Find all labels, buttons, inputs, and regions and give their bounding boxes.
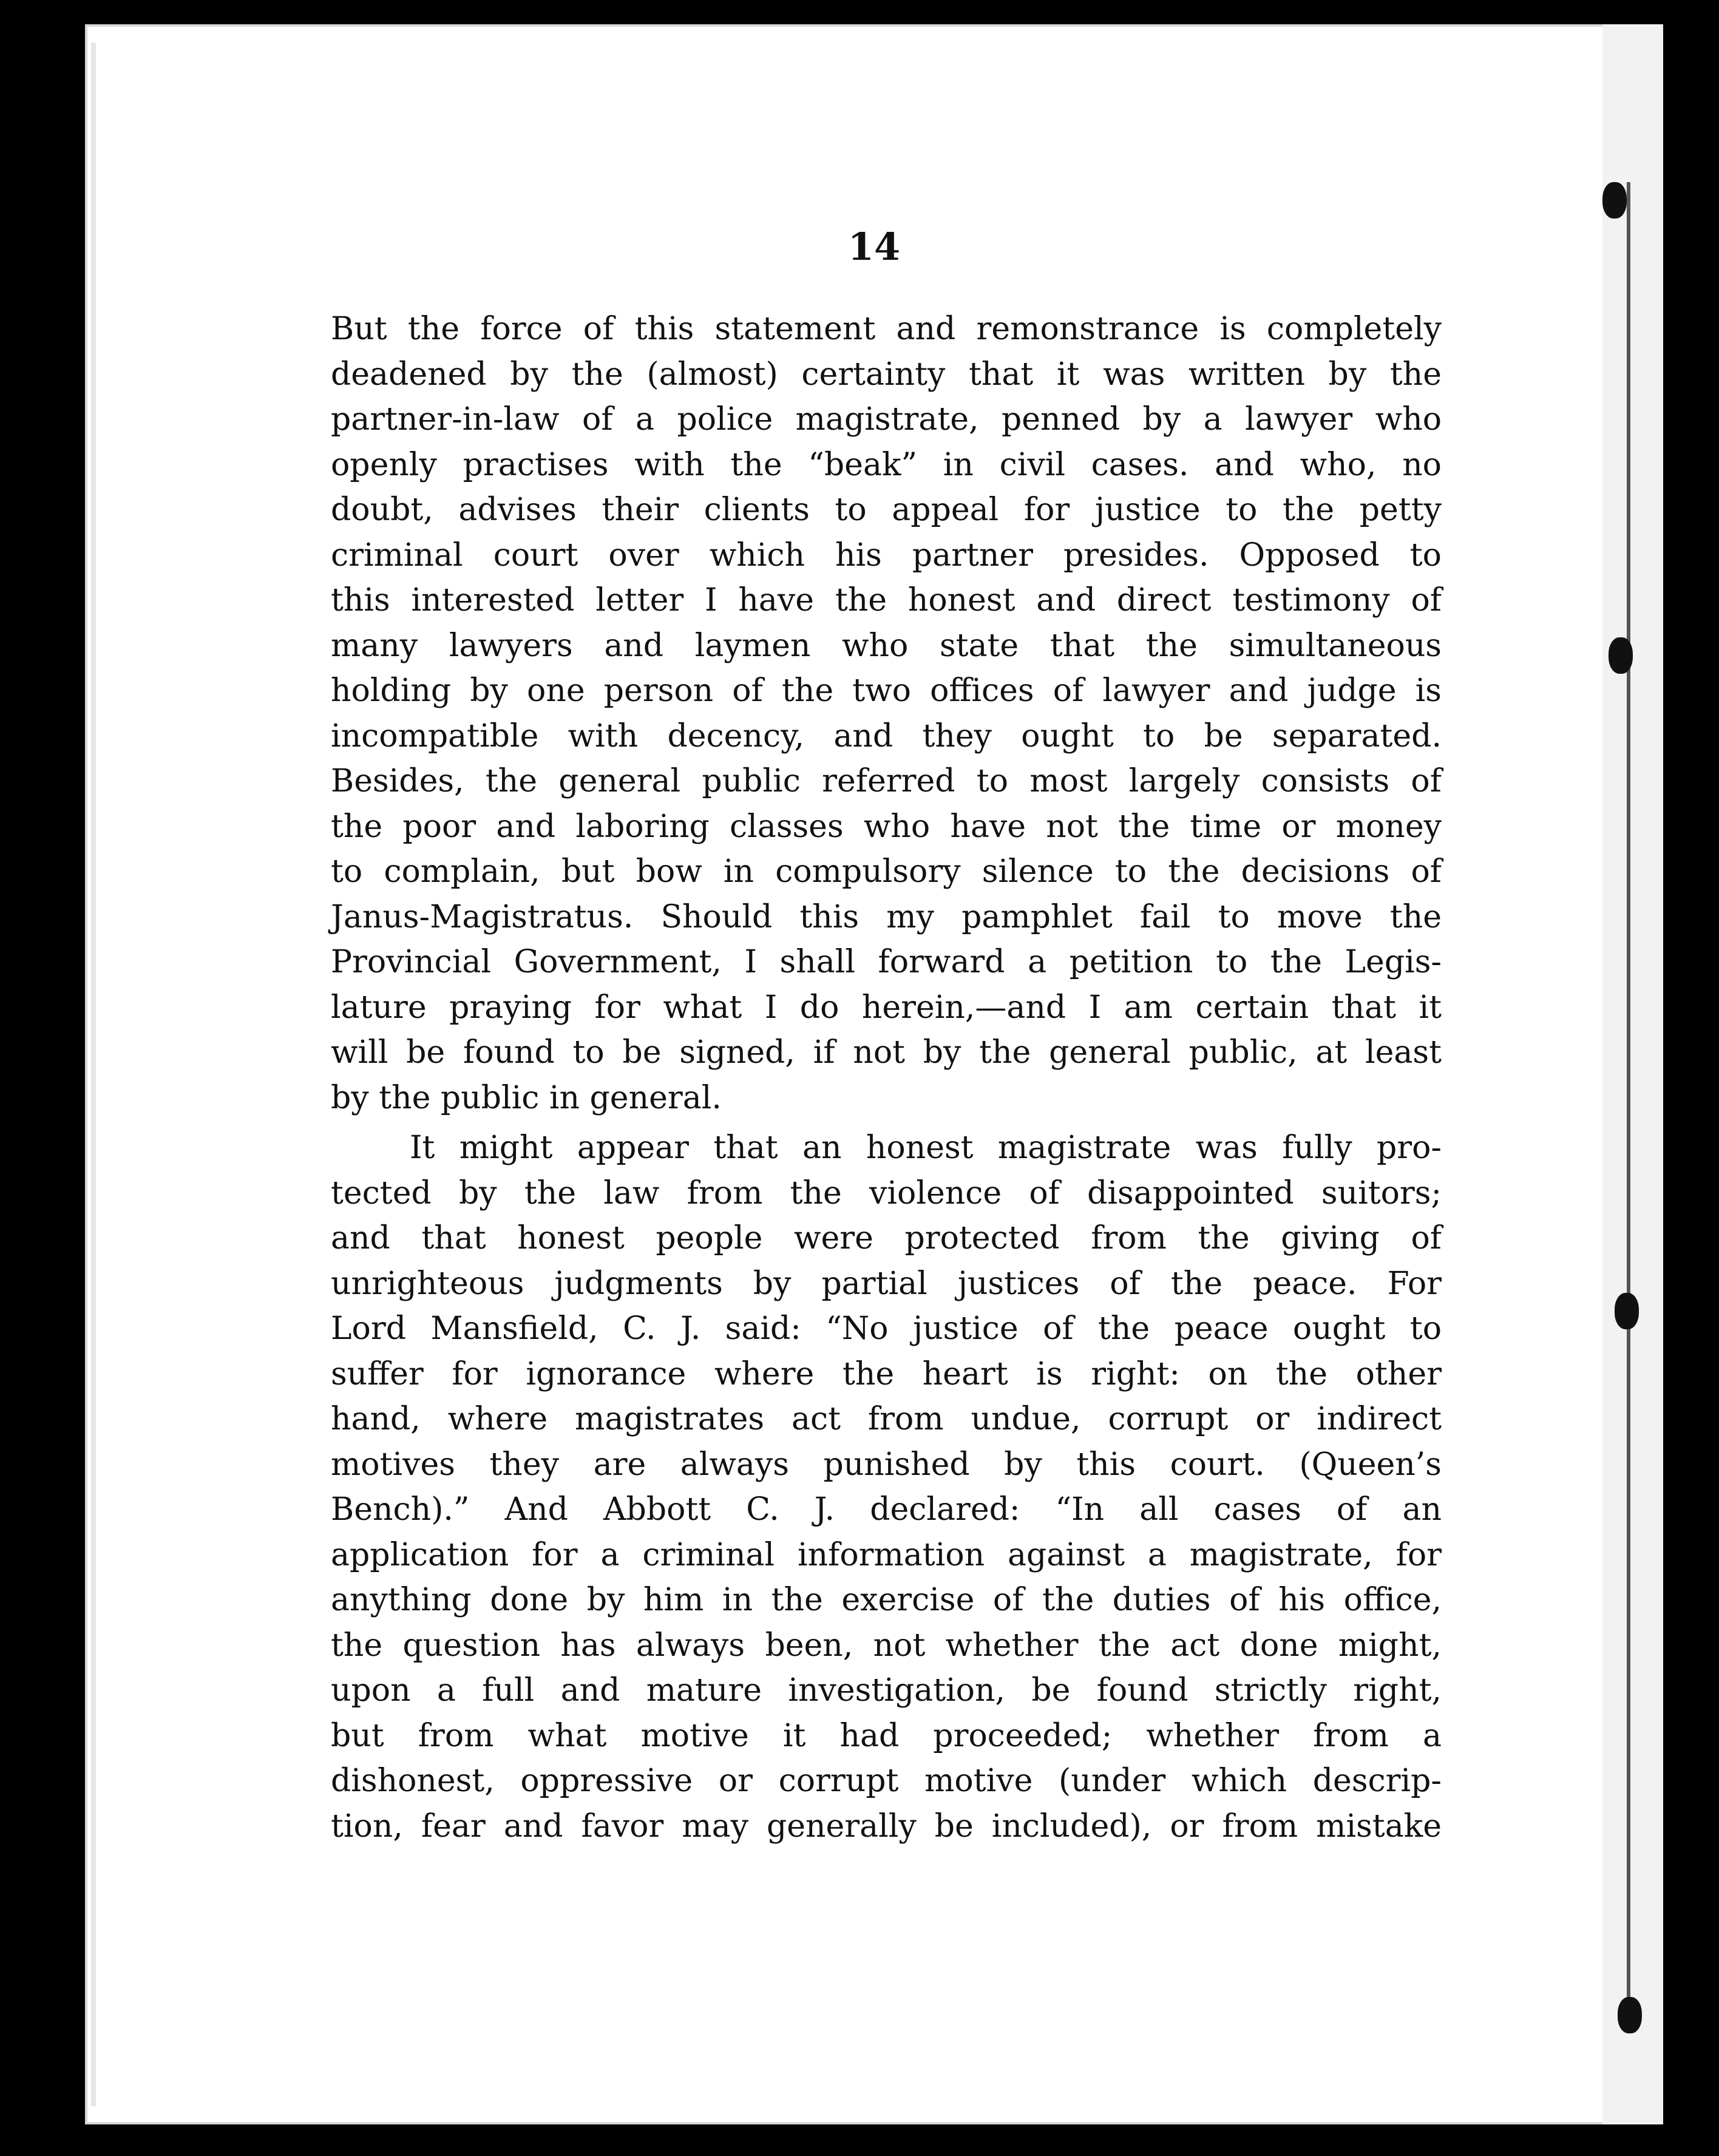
text-line: application for a criminal information against a magistrate, for [331,1536,1442,1573]
text-line: anything done by him in the exercise of the duties of his office, [331,1582,1442,1618]
paragraph-gap [331,1120,1442,1125]
text-line: tected by the law from the violence of disappointed suitors; [331,1175,1442,1212]
text-line: partner-in-law of a police magistrate, penned by a lawyer who [331,401,1442,438]
paragraph-1 [331,307,1442,1120]
text-line: the question has always been, not whether the act done might, [331,1627,1442,1664]
text-line: dishonest, oppressive or corrupt motive (under which descrip- [331,1763,1442,1799]
body-text [331,307,1442,1849]
text-line: Besides, the general public referred to most largely consists of [331,763,1442,799]
paragraph-2 [331,1125,1442,1849]
text-line: criminal court over which his partner presides. Opposed to [331,537,1442,574]
text-line: unrighteous judgments by partial justices of the peace. For [331,1265,1442,1302]
next-page-strip [1602,24,1663,2124]
text-line: the poor and laboring classes who have not the time or money [331,808,1442,845]
text-line: holding by one person of the two offices of lawyer and judge is [331,673,1442,709]
binding-hole-mark [1602,182,1627,219]
text-line: openly practises with the “beak” in civil cases. and who, no [331,446,1442,483]
text-line: many lawyers and laymen who state that the simultaneous [331,627,1442,664]
text-line: doubt, advises their clients to appeal for justice to the petty [331,492,1442,528]
text-line: hand, where magistrates act from undue, corrupt or indirect [331,1401,1442,1437]
binding-hole-mark [1618,1997,1642,2033]
text-line: lature praying for what I do herein,—and I am certain that it [331,989,1442,1026]
text-line: incompatible with decency, and they ought to be separated. [331,717,1442,754]
binding-hole-mark [1609,637,1633,674]
paper-edge-shadow [91,42,96,2106]
binding-edge [1627,182,1630,2027]
text-line: upon a full and mature investigation, be found strictly right, [331,1672,1442,1709]
text-line: suffer for ignorance where the heart is right: on the other [331,1355,1442,1392]
text-line: and that honest people were protected from the giving of [331,1220,1442,1256]
page-number: 14 [847,225,901,269]
text-line: this interested letter I have the honest and direct testimony of [331,582,1442,619]
text-line: but from what motive it had proceeded; whether from a [331,1717,1442,1754]
text-line: tion, fear and favor may generally be included), or from mistake [331,1808,1442,1845]
text-line: Janus-Magistratus. Should this my pamphlet fail to move the [331,898,1442,935]
binding-hole-mark [1615,1293,1639,1329]
text-line: But the force of this statement and remonstrance is completely [331,311,1442,347]
text-line: Bench).” And Abbott C. J. declared: “In all cases of an [331,1491,1442,1528]
text-line: deadened by the (almost) certainty that it was written by the [331,356,1442,393]
text-line: It might appear that an honest magistrate was fully pro- [410,1130,1442,1166]
text-line: Lord Mansfield, C. J. said: “No justice of the peace ought to [331,1310,1442,1347]
text-line: by the public in general. [331,1079,722,1116]
text-line: motives they are always punished by this court. (Queen’s [331,1446,1442,1483]
text-line: to complain, but bow in compulsory silence to the decisions of [331,853,1442,890]
text-line: Provincial Government, I shall forward a petition to the Legis- [331,944,1442,980]
text-line: will be found to be signed, if not by the general public, at least [331,1034,1442,1071]
